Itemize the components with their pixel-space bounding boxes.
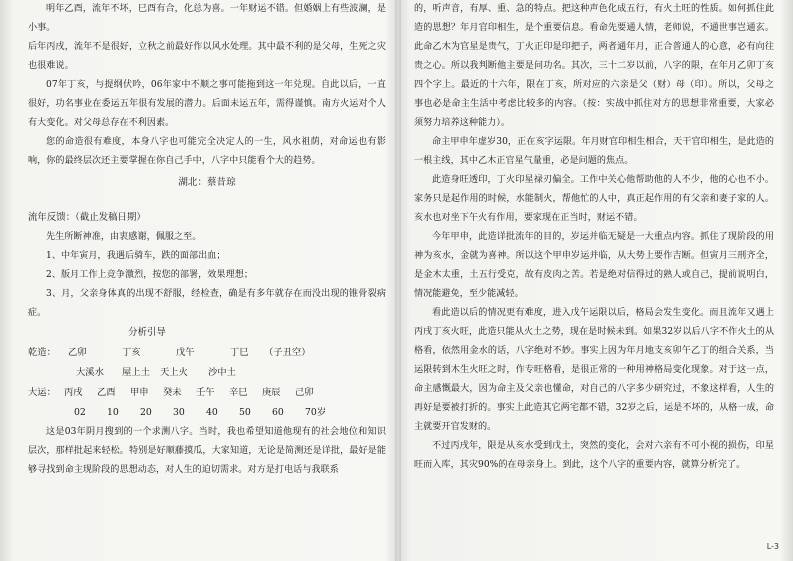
dayun-age: 50 xyxy=(239,407,251,418)
chart-nayin-row xyxy=(28,363,386,383)
dayun-age: 40 xyxy=(206,407,218,418)
kong-note: （子丑空） xyxy=(264,347,311,358)
pillar: 丁巳 xyxy=(230,347,249,358)
pillar: 戊午 xyxy=(176,347,195,358)
feedback-item: 3、月，父亲身体真的出现不舒服，经检查，确是有多年就存在而没出现的锥骨裂病症。 xyxy=(28,289,386,318)
dayun-pillar: 己卯 xyxy=(295,387,314,398)
paragraph: 您的命造很有难度，本身八字也可能完全决定人的一生，风水祖荫，对命运也有影响，你的最终层次还主要掌握在你自己手中，八字中只能看个大的趋势。 xyxy=(28,137,386,166)
pillar: 丁亥 xyxy=(122,347,141,358)
chart-pillars-row xyxy=(28,343,386,363)
dayun-age: 30 xyxy=(173,407,185,418)
nayin: 天上火 xyxy=(160,367,188,378)
feedback-title: 流年反馈：（截止发稿日期） xyxy=(28,212,146,223)
dayun-pillar: 庚辰 xyxy=(262,387,281,398)
dayun-age: 60 xyxy=(272,407,284,418)
paragraph: 明年乙酉，流年不坏，巳酉有合，化总为喜。一年财运不错。但婚姻上有些波澜，是小事。 xyxy=(28,4,386,33)
nayin: 屋上土 xyxy=(122,367,150,378)
paragraph: 07年丁亥，与提纲伏吟，06年家中不顺之事可能拖到这一年兑现。自此以后，一直很好，功名事业在委运五年很有发展的潜力。后面未运五年，需得谨慎。南方火运对个人有大变化。对父母总存在不利因素。 xyxy=(28,80,386,128)
dayun-pillar: 癸未 xyxy=(163,387,182,398)
dayun-age: 70岁 xyxy=(305,407,327,418)
feedback-item: 1、中年寅月，我遇后骑车，跌的面部出血； xyxy=(46,251,226,261)
feedback-item: 2、版月工作上竞争激烈，按您的部署，效果理想； xyxy=(46,270,253,280)
paragraph: 这是03年阴月搜到的一个求测八字。当时，我也希望知道他现有的社会地位和知识层次，那样批起来轻松。特别是好顺藤摸瓜，大家知道，无论是简测还是详批，最好是能够寻找到命主现阶段的思想动态，对人生的迫切需求。对方是打电话与我联系 xyxy=(28,427,386,475)
left-page xyxy=(28,0,386,561)
dayun-pillar: 丙戌 xyxy=(64,387,83,398)
nayin: 大溪水 xyxy=(76,367,104,378)
dayun-pillar: 乙酉 xyxy=(97,387,116,398)
dayun-pillar: 甲申 xyxy=(130,387,149,398)
dayun-age: 02 xyxy=(74,407,86,418)
paragraph: 此造身旺透印，丁火印星禄刃偏全。工作中关心他帮助他的人不少，他的心也不小。家务只是起作用的时候，水能制火，帮他忙的人中，真正起作用的有父亲和妻子家的人。亥水也对坐下午火有作用，要家现在正当时，财运不错。 xyxy=(414,175,774,223)
dayun-age: 10 xyxy=(107,407,119,418)
pillar: 乙卯 xyxy=(68,347,87,358)
chart-age-row xyxy=(28,403,386,423)
page-number: L-3 xyxy=(766,542,779,551)
paragraph: 不过丙戌年，限是从亥水受到戊土，突然的变化，会对六亲有不可小视的损伤，印星旺而入库，其灾90%的在母亲身上。到此，这个八字的重要内容，就算分析完了。 xyxy=(414,441,774,470)
paragraph: 命主甲申年虚岁30，正在亥字运限。年月财官印相生相合，天干官印相生，是此造的一根主线，其中乙木正官星气量重，必是问题的焦点。 xyxy=(414,137,774,166)
paragraph: 的，听声音，有厚、重、急的特点。把这种声色化成五行，有火土旺的性质。如何抓住此造的思想？年月官印相生，是个重要信息。看命先要通人情，老师说，不通世事岂通玄。此命乙木为官星是贵气，丁火正印是印把子，两者通年月，正合普通人的心意，必有向往贵之心。所以我判断他主要是问功名。其次，三十二岁以前，八字的限，在年月乙卯丁亥四个字上。最近的十六年，限在丁亥，所对应的六亲是父（财）母（印）。所以，父母之事也必是命主生活中考虑比较多的内容。（按：实战中抓住对方的思想非常重要，大家必须努力培养这种能力）。 xyxy=(414,4,774,128)
nayin: 沙中土 xyxy=(208,367,236,378)
dayun-pillar: 辛巳 xyxy=(229,387,248,398)
dayun-pillar: 壬午 xyxy=(196,387,215,398)
author-signature: 湖北：蔡昔琼 xyxy=(178,177,236,188)
paragraph: 今年甲申，此造详批流年的目的，岁运并临无疑是一大重点内容。抓住了现阶段的用神为亥水，金就为喜神。所以这个甲申岁运并临，从大势上要作吉断。但寅月三刑齐全，是金木太重，土五行受克，故有皮肉之苦。若是绝对信得过的熟人或自己，提前说明白，情况能避免，至少能减轻。 xyxy=(414,232,774,299)
chart-label: 乾造： xyxy=(28,347,56,358)
book-gutter xyxy=(395,0,401,561)
paragraph: 后年丙戌，流年不是很好，立秋之前最好作以风水处理。其中最不利的是父母，生死之灾也很难说。 xyxy=(28,42,386,71)
dayun-age: 20 xyxy=(140,407,152,418)
analysis-title: 分析引导 xyxy=(128,327,166,338)
feedback-intro: 先生所断神准，由衷感谢，佩服之至。 xyxy=(46,232,202,242)
dayun-label: 大运： xyxy=(28,387,56,398)
chart-dayun-row xyxy=(28,383,386,403)
right-page xyxy=(414,0,774,561)
paragraph: 看此造以后的情况更有难度，进入戊午运限以后，格局会发生变化。而且流年又遇上丙戌丁亥火旺，此造只能从火土之势，现在是时候未到。如果32岁以后八字不作火土的从格看，依然用金水的话，八字绝对不妙。事实上因为年月地支亥卯午乙丁的组合关系，当运限转到木生火旺之时，作专旺格看，是很正常的一种用神格局变化现象。对于这一点，命主感慨最大，因为命主及父亲也懂命，对自己的八字多少研究过，不象这样看，人生的再好是要被打折的。事实上此造其它两宅都不错，32岁之后，运是不坏的，从格一成，命主就要开官发财的。 xyxy=(414,308,774,432)
